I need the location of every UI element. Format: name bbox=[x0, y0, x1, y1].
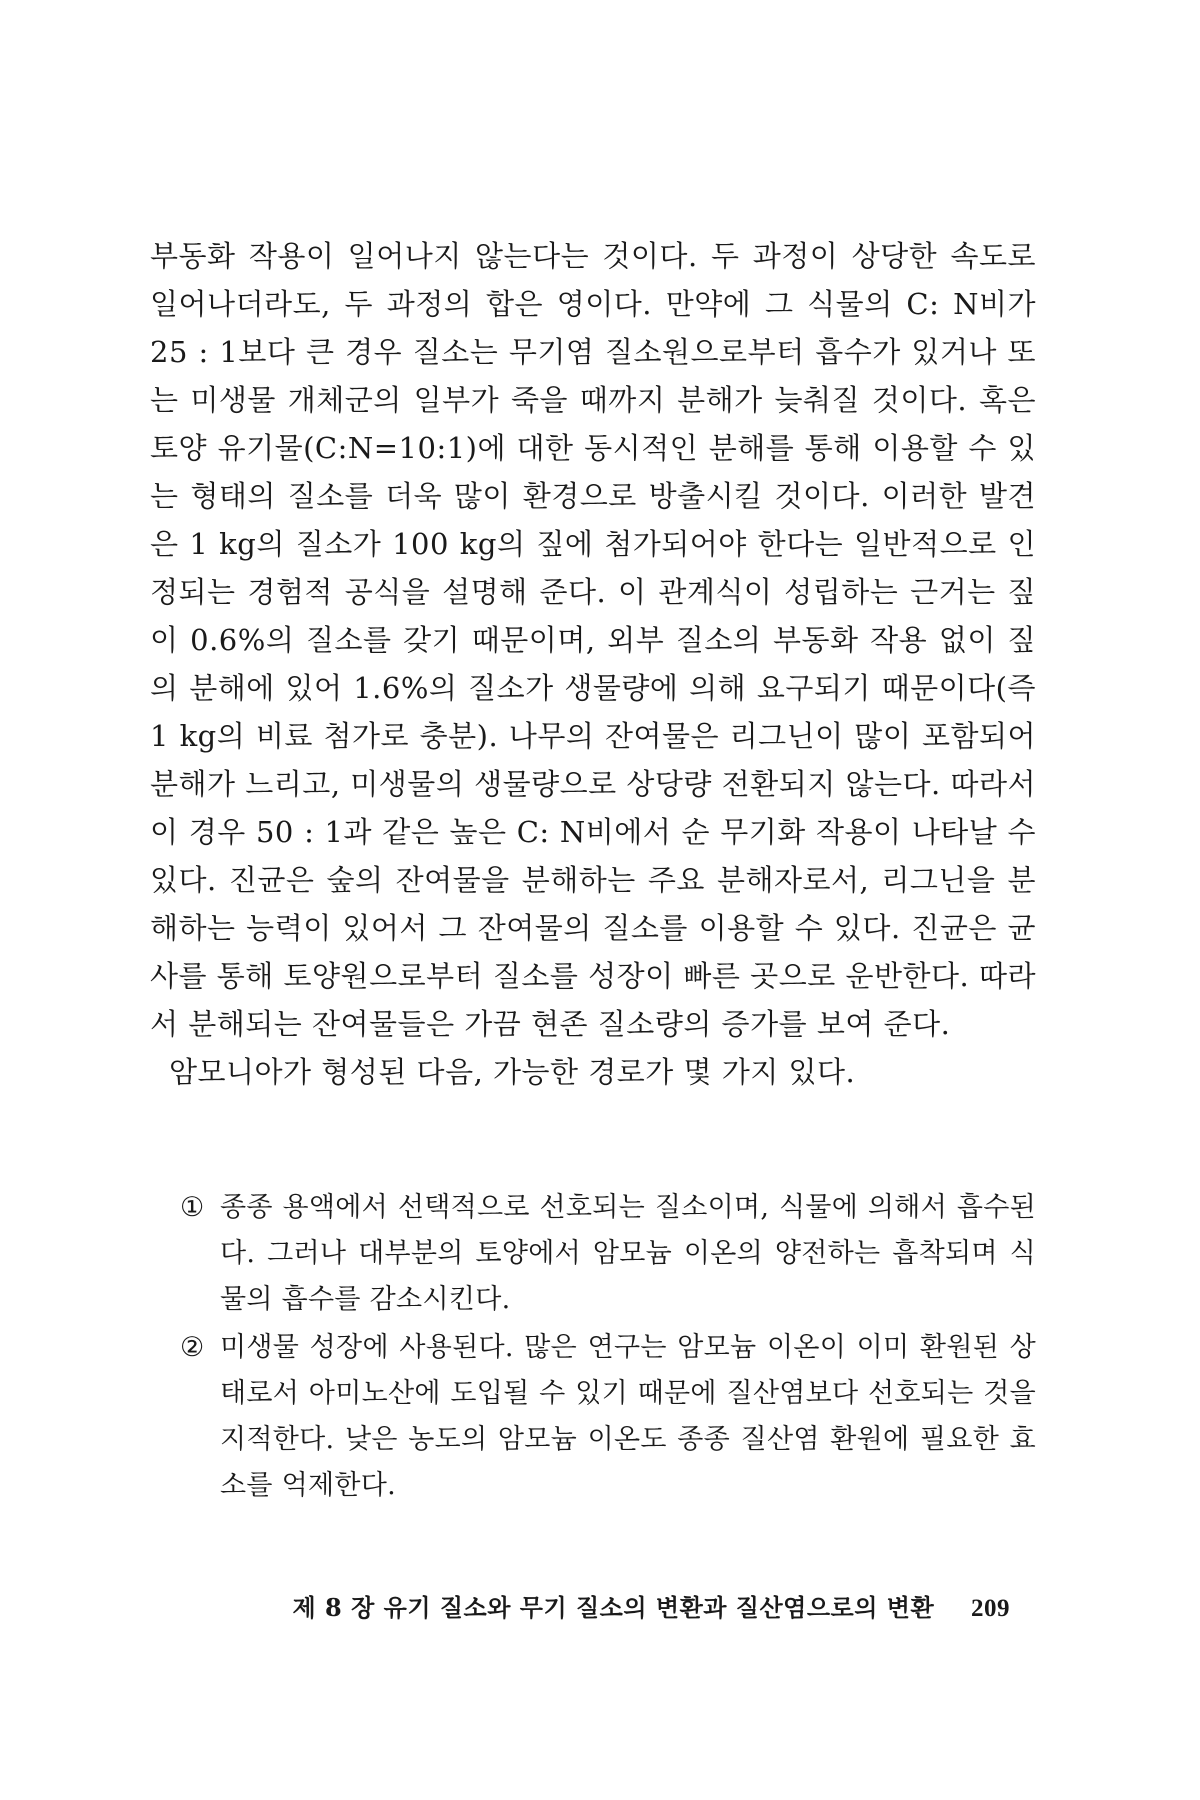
list-item bbox=[180, 1185, 1036, 1323]
chapter-title: 제 8 장 유기 질소와 무기 질소의 변환과 질산염으로의 변환 bbox=[292, 1593, 935, 1622]
list-item bbox=[180, 1325, 1036, 1509]
list-item-text: 종종 용액에서 선택적으로 선호되는 질소이며, 식물에 의해서 흡수된다. 그러나 대부분의 토양에서 암모늄 이온의 양전하는 흡착되며 식물의 흡수를 감소시킨다. bbox=[220, 1192, 1036, 1315]
pathway-list bbox=[180, 1185, 1036, 1511]
page-number: 209 bbox=[971, 1595, 1010, 1622]
list-item-text: 미생물 성장에 사용된다. 많은 연구는 암모늄 이온이 이미 환원된 상태로서 아미노산에 도입될 수 있기 때문에 질산염보다 선호되는 것을 지적한다. 낮은 농도의 암모늄 이온도 종종 질산염 환원에 필요한 효소를 억제한다. bbox=[220, 1332, 1036, 1501]
paragraph-2: 암모니아가 형성된 다음, 가능한 경로가 몇 가지 있다. bbox=[169, 1055, 856, 1089]
page-footer bbox=[0, 1588, 1010, 1623]
list-marker: ② bbox=[180, 1332, 205, 1363]
paragraph-1: 부동화 작용이 일어나지 않는다는 것이다. 두 과정이 상당한 속도로 일어나더라도, 두 과정의 합은 영이다. 만약에 그 식물의 C: N비가 25 : 1보다 큰 경우 질소는 무기염 질소원으로부터 흡수가 있거나 또는 미생물 개체군의 일부가 죽을 때까지 분해가 늦춰질 것이다. 혹은 토양 유기물(C:N=10:1)에 대한 동시적인 분해를 통해 이용할 수 있는 형태의 질소를 더욱 많이 환경으로 방출시킬 것이다. 이러한 발견은 1 kg의 질소가 100 kg의 짚에 첨가되어야 한다는 일반적으로 인정되는 경험적 공식을 설명해 준다. 이 관계식이 성립하는 근거는 짚이 0.6%의 질소를 갖기 때문이며, 외부 질소의 부동화 작용 없이 짚의 분해에 있어 1.6%의 질소가 생물량에 의해 요구되기 때문이다(즉 1 kg의 비료 첨가로 충분). 나무의 잔여물은 리그닌이 많이 포함되어 분해가 느리고, 미생물의 생물량으로 상당량 전환되지 않는다. 따라서 이 경우 50 : 1과 같은 높은 C: N비에서 순 무기화 작용이 나타날 수 있다. 진균은 숲의 잔여물을 분해하는 주요 분해자로서, 리그닌을 분해하는 능력이 있어서 그 잔여물의 질소를 이용할 수 있다. 진균은 균사를 통해 토양원으로부터 질소를 성장이 빠른 곳으로 운반한다. 따라서 분해되는 잔여물들은 가끔 현존 질소량의 증가를 보여 준다. bbox=[150, 239, 1036, 1041]
main-text-block bbox=[150, 232, 1036, 1096]
list-marker: ① bbox=[180, 1192, 205, 1223]
